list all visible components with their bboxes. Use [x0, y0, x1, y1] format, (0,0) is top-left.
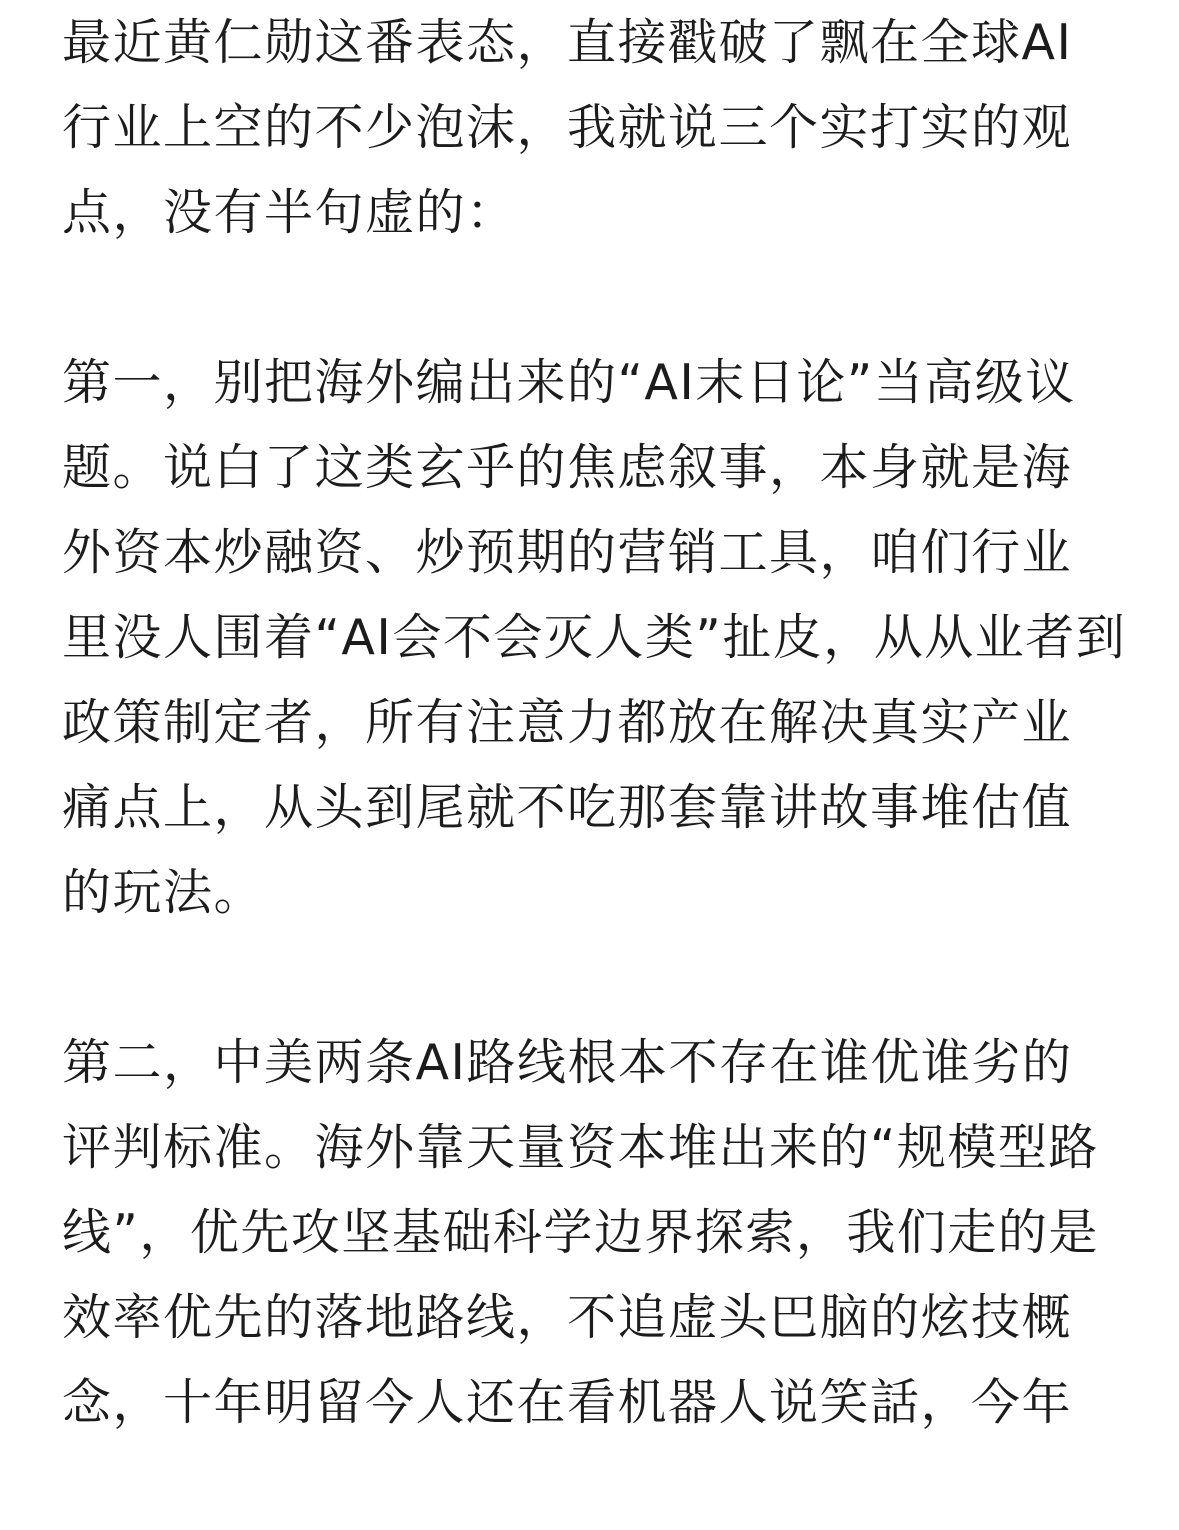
- paragraph-intro: [62, 0, 1122, 255]
- text-line: 第一，别把海外编出来的“AI末日论”当高级议: [62, 354, 1076, 411]
- text-line: 的玩法。: [62, 864, 265, 921]
- text-line: 最近黄仁勋这番表态，直接戳破了飘在全球AI: [62, 14, 1073, 71]
- article-body: [62, 0, 1127, 1530]
- text-line: 痛点上，从头到尾就不吃那套靠讲故事堆估值: [62, 779, 1073, 836]
- paragraph-point-one: [62, 340, 1127, 935]
- text-line: 政策制定者，所有注意力都放在解决真实产业: [62, 694, 1073, 751]
- text-line: 行业上空的不少泡沫，我就说三个实打实的观: [62, 99, 1073, 156]
- text-line: 第二，中美两条AI路线根本不存在谁优谁劣的: [62, 1034, 1073, 1091]
- text-line: 线”，优先攻坚基础科学边界探索，我们走的是: [62, 1204, 1099, 1261]
- text-line: 效率优先的落地路线，不追虚头巴脑的炫技概: [62, 1289, 1073, 1346]
- text-line: 里没人围着“AI会不会灭人类”扯皮，从从业者到: [62, 609, 1127, 666]
- paragraph-point-two: [62, 1020, 1122, 1445]
- text-line: 题。说白了这类玄乎的焦虑叙事，本身就是海: [62, 439, 1073, 496]
- text-line: 外资本炒融资、炒预期的营销工具，咱们行业: [62, 524, 1073, 581]
- text-line: 点，没有半句虚的：: [62, 184, 517, 241]
- text-line: 念，十年明留今人还在看机器人说笑話，今年: [62, 1374, 1073, 1431]
- text-line: 评判标准。海外靠天量资本堆出来的“规模型路: [62, 1119, 1099, 1176]
